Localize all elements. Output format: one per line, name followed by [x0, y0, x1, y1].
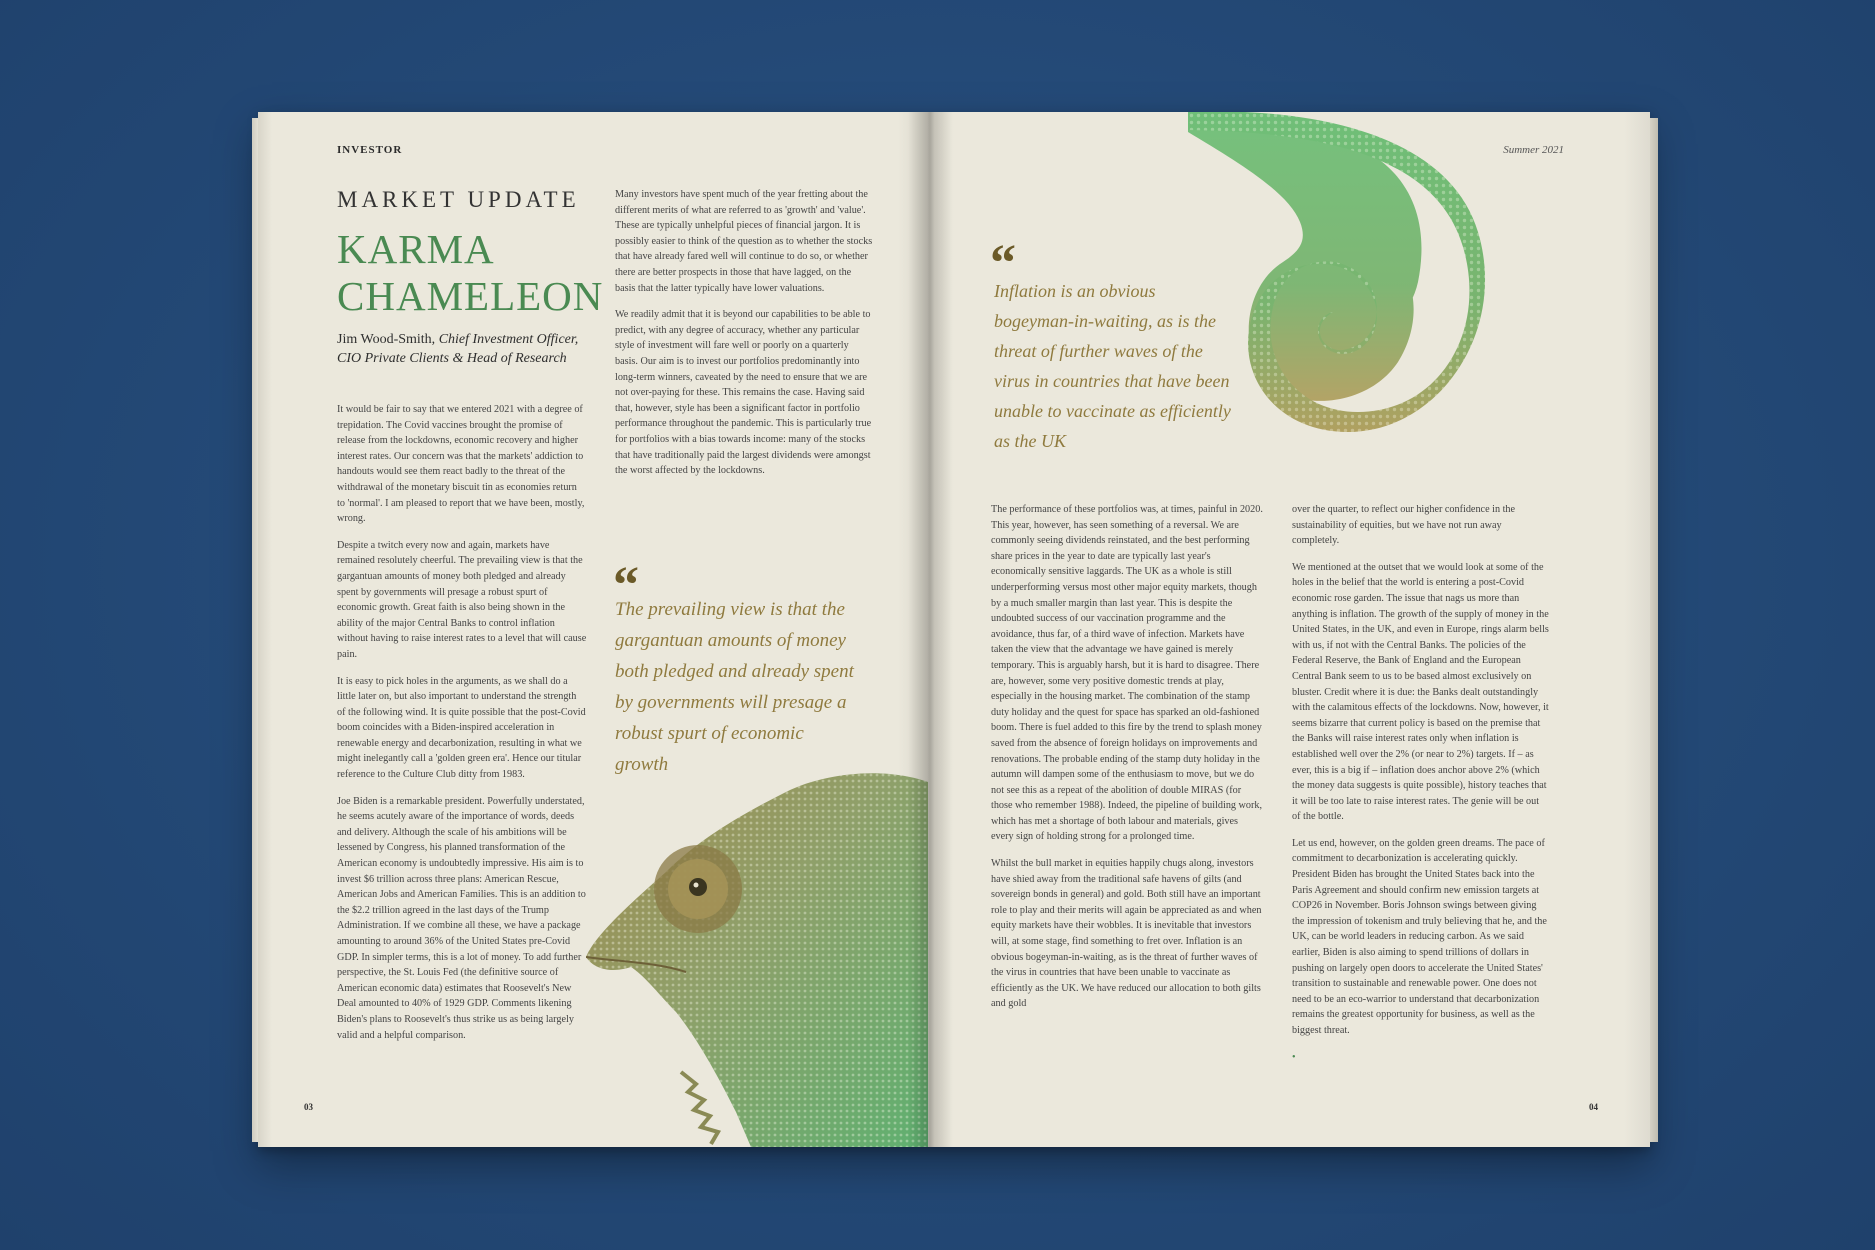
paragraph: The performance of these portfolios was, at times, painful in 2020. This year, however, has seen something of a reversal. We are commonly seeing dividends reinstated, and the best performing share prices in the year to date are typically last year's economically sensitive laggards. The UK as a whole is still underperforming versus most other major equity markets, though by a much smaller margin than last year. This is despite the undoubted success of our vaccination programme and the avoidance, thus far, of a third wave of infection. Markets have taken the view that the advantage we have gained is merely temporary. This is arguably harsh, but it is hard to disagree. There are, however, some very positive domestic trends at play, especially in the housing market. The combination of the stamp duty holiday and the quest for space has sparked an old-fashioned boom. There is fuel added to this fire by the trend to splash money saved from the absence of foreign holidays on improvements and renovations. The probable ending of the stamp duty holiday in the autumn will dampen some of the enthusiasm to move, but we do not see this as a repeat of the abolition of double MIRAS (for those who remember 1988). Indeed, the pipeline of building work, which has met a shortage of both labour and materials, gives every sign of holding strong for a prolonged time.: [991, 504, 1263, 843]
page-number: 04: [1589, 1102, 1598, 1112]
author-role-2: CIO Private Clients & Head of Research: [337, 351, 567, 366]
pull-quote: The prevailing view is that the gargantuan amounts of money both pledged and already spent by governments will presage a robust spurt of economic growth: [615, 599, 854, 775]
page-number: 03: [304, 1102, 313, 1112]
pull-quote: Inflation is an obvious bogeyman-in-waiting, as is the threat of further waves of the virus in countries that have been unable to vaccinate as efficiently as the UK: [994, 281, 1231, 451]
chameleon-tail-illustration: [1188, 112, 1628, 482]
chameleon-head-illustration: [586, 772, 928, 1147]
right-page: [928, 112, 1650, 1147]
paragraph: over the quarter, to reflect our higher confidence in the sustainability of equities, but we have not run away completely.: [1292, 504, 1516, 547]
author-role: Chief Investment Officer,: [438, 332, 579, 347]
left-column-1: [337, 402, 587, 1054]
paragraph: We readily admit that it is beyond our capabilities to be able to predict, with any degree of accuracy, whether any particular style of investment will fare well or poorly on a quarterly basis. Our aim is to invest our portfolios predominantly into long-term winners, caveated by the need to ensure that we are not over-paying for these. This remains the case. Having said that, however, style has been a significant factor in portfolio performance throughout the pandemic. This is particularly true for portfolios with a bias towards income: many of the stocks that have traditionally paid the largest dividends were amongst the worst affected by the lockdowns.: [615, 309, 872, 477]
paragraph: Let us end, however, on the golden green dreams. The pace of commitment to decarbonization is accelerating quickly. President Biden has brought the United States back into the Paris Agreement and should confirm new emission targets at COP26 in November. Boris Johnson swings between giving the impression of tokenism and truly believing that he, and the UK, can be world leaders in reducing carbon. As we said earlier, Biden is also aiming to spend trillions of dollars in pushing on largely open doors to accelerate the United States' transition to sustainable and renewable power. One does not need to be an eco-warrior to understand that decarbonization remains the greatest opportunity for business, as well as the biggest threat.: [1292, 837, 1547, 1036]
right-column-1: [991, 502, 1263, 1023]
kicker: MARKET UPDATE: [337, 187, 580, 212]
left-column-2: [615, 187, 873, 490]
magazine-spread: [258, 112, 1650, 1147]
byline: [337, 330, 657, 368]
quote-mark-icon: “: [990, 235, 1016, 292]
quote-mark-icon: “: [613, 557, 639, 614]
paragraph: It is easy to pick holes in the arguments, as we shall do a little later on, but also important to understand the strength of the following wind. It is quite possible that the post-Covid boom coincides with a Biden-inspired acceleration in renewable energy and decarbonization, resulting in what we might inelegantly call a 'golden green era'. Hence our titular reference to the Culture Club ditty from 1983.: [337, 675, 586, 781]
paragraph: We mentioned at the outset that we would look at some of the holes in the belief that the world is entering a post-Covid economic rose garden. The issue that nags us more than anything is inflation. The growth of the supply of money in the United States, in the UK, and even in Europe, rings alarm bells with us, if not with the Central Banks. The policies of the Federal Reserve, the Bank of England and the European Central Bank seem to us to be based almost exclusively on bluster. Credit where it is due: the Banks dealt outstandingly with the calamitous effects of the lockdowns. Now, however, it seems bizarre that current policy is based on the premise that the Banks will raise interest rates only when inflation is established well over the 2% (or near to 2%) targets. If – as ever, this is a big if – inflation does anchor above 2% (which the money data suggests is quite possible), history teaches that it will be too late to raise interest rates. The genie will be out of the bottle.: [1292, 561, 1549, 823]
article-title: [337, 226, 603, 320]
right-column-2: [1292, 502, 1550, 1076]
paragraph: Joe Biden is a remarkable president. Powerfully understated, he seems acutely aware of the importance of words, deeds and delivery. Although the scale of his ambitions will be lessened by Congress, his planned transformation of the American economy is undoubtedly impressive. His aim is to invest $6 trillion across three plans: American Rescue, American Jobs and American Families. This is an addition to the $2.2 trillion agreed in the last days of the Trump Administration. If we combine all these, we have a package amounting to around 36% of the United States pre-Covid GDP. In simpler terms, this is a lot of money. To add further perspective, the St. Louis Fed (the definitive source of American economic data) estimates that Roosevelt's New Deal amounted to 40% of 1929 GDP. Comments likening Biden's plans to Roosevelt's thus strike us as being largely valid and a helpful comparison.: [337, 795, 586, 1041]
paragraph: Despite a twitch every now and again, markets have remained resolutely cheerful. The prevailing view is that the gargantuan amounts of money both pledged and already spent by governments will presage a robust spurt of economic growth. Great faith is also being shown in the ability of the major Central Banks to control inflation without having to raise interest rates to a level that will cause pain.: [337, 539, 587, 660]
paragraph: Whilst the bull market in equities happily chugs along, investors have shied away from the traditional safe havens of gilts (and sovereign bonds in general) and gold. Both still have an important role to play and their merits will again be appreciated as and when equity markets have their wobbles. It is inevitable that investors will, at some stage, find something to fret over. Inflation is an obvious bogeyman-in-waiting, as is the threat of further waves of the virus in countries that have been unable to vaccinate as efficiently as the UK. We have reduced our allocation to both gilts and gold: [991, 858, 1262, 1010]
paragraph: Many investors have spent much of the year fretting about the different merits of what are referred to as 'growth' and 'value'. These are typically unhelpful pieces of financial jargon. It is possibly easier to think of the question as to whether the stocks that have already fared well will continue to do so, or whether there are better prospects in those that have lagged, on the basis that the latter typically have lower valuations.: [615, 189, 873, 294]
title-line-2: CHAMELEON: [337, 273, 604, 319]
section-header: INVESTOR: [337, 144, 403, 156]
author-name: Jim Wood-Smith,: [337, 332, 439, 347]
end-mark: •: [1292, 1051, 1296, 1063]
title-line-1: KARMA: [337, 226, 495, 272]
left-page: [258, 112, 928, 1147]
paragraph: It would be fair to say that we entered 2021 with a degree of trepidation. The Covid vaccines brought the promise of release from the lockdowns, economic recovery and higher interest rates. Our concern was that the markets' addiction to handouts would see them react badly to the threat of the withdrawal of the monetary biscuit tin as economies return to 'normal'. I am pleased to report that we have been, mostly, wrong.: [337, 404, 585, 525]
issue-label: Summer 2021: [1503, 144, 1564, 156]
